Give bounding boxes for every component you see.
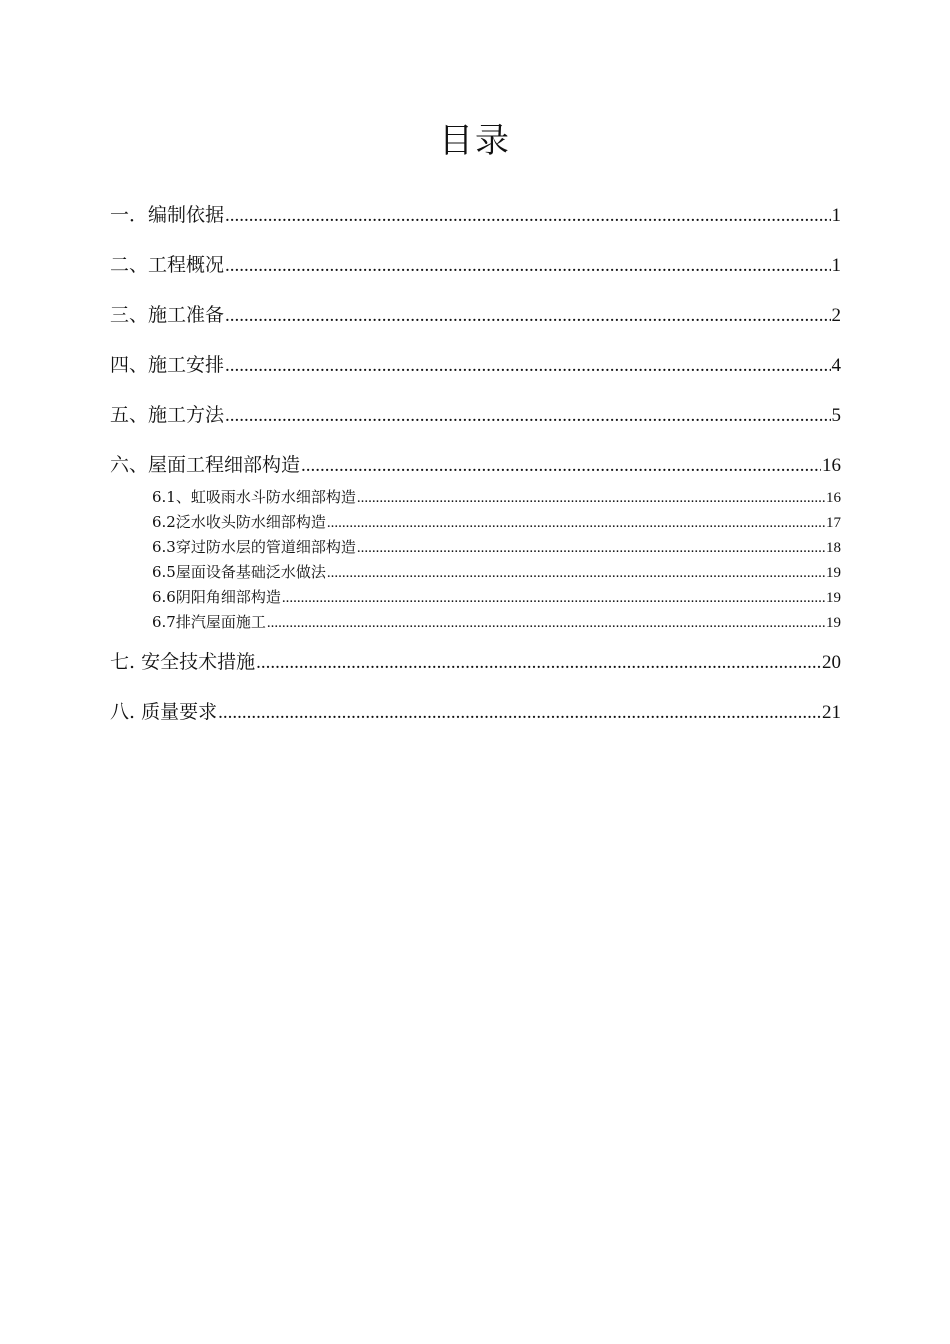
toc-leader-dots: [357, 487, 825, 509]
toc-leader-dots: [225, 301, 830, 331]
toc-leader-dots: [225, 351, 830, 381]
toc-entry[interactable]: [110, 350, 841, 400]
toc-entry-page: 19: [826, 590, 841, 606]
toc-subentry[interactable]: [110, 511, 841, 536]
toc-leader-dots: [301, 451, 821, 481]
toc-entry[interactable]: [110, 400, 841, 450]
toc-entry-label: 一．编制依据: [110, 204, 225, 226]
toc-subentry[interactable]: [110, 486, 841, 511]
toc-entry[interactable]: [110, 200, 841, 250]
toc-leader-dots: [267, 612, 825, 634]
page-title: 目录: [439, 121, 511, 161]
toc-entry-label: 四、施工安排: [110, 354, 225, 376]
toc-entry-page: 1: [831, 255, 841, 276]
toc-entry-label: 三、施工准备: [110, 304, 225, 326]
toc-entry-label: 七. 安全技术措施: [110, 651, 256, 673]
toc-entry[interactable]: [110, 697, 841, 747]
toc-entry-label: 六、屋面工程细部构造: [110, 454, 301, 476]
toc-entry-label: 6.1、虹吸雨水斗防水细部构造: [152, 488, 356, 506]
toc-leader-dots: [225, 201, 830, 231]
toc-leader-dots: [282, 587, 825, 609]
toc-entry[interactable]: [110, 647, 841, 697]
toc-entry-page: 16: [822, 455, 841, 476]
toc-subentry[interactable]: [110, 536, 841, 561]
toc-entry-page: 17: [826, 515, 841, 531]
toc-entry[interactable]: [110, 250, 841, 300]
toc-leader-dots: [357, 537, 825, 559]
toc-entry[interactable]: [110, 450, 841, 486]
toc-entry-page: 2: [831, 305, 841, 326]
toc-subentry[interactable]: [110, 561, 841, 586]
toc-leader-dots: [225, 401, 830, 431]
toc-entry[interactable]: [110, 300, 841, 350]
toc-entry-page: 1: [831, 205, 841, 226]
toc-entry-page: 5: [831, 405, 841, 426]
toc-entry-page: 19: [826, 565, 841, 581]
toc-leader-dots: [327, 512, 825, 534]
toc-entry-label: 二、工程概况: [110, 254, 225, 276]
toc-entry-label: 6.7排汽屋面施工: [152, 613, 266, 631]
toc-leader-dots: [218, 698, 821, 728]
toc-entry-page: 16: [826, 490, 841, 506]
toc-entry-page: 4: [831, 355, 841, 376]
toc-entry-label: 6.6阴阳角细部构造: [152, 588, 281, 606]
toc-entry-label: 五、施工方法: [110, 404, 225, 426]
toc-entry-label: 八. 质量要求: [110, 701, 218, 723]
toc-subentry[interactable]: [110, 611, 841, 647]
toc-leader-dots: [256, 648, 821, 678]
toc-entry-label: 6.3穿过防水层的管道细部构造: [152, 538, 356, 556]
toc-entry-page: 18: [826, 540, 841, 556]
toc-leader-dots: [225, 251, 830, 281]
toc-entry-label: 6.2泛水收头防水细部构造: [152, 513, 326, 531]
toc-entry-page: 20: [822, 652, 841, 673]
toc-entry-page: 21: [822, 702, 841, 723]
toc-leader-dots: [327, 562, 825, 584]
toc-entry-page: 19: [826, 615, 841, 631]
table-of-contents: [110, 200, 841, 747]
toc-entry-label: 6.5屋面设备基础泛水做法: [152, 563, 326, 581]
toc-subentry[interactable]: [110, 586, 841, 611]
